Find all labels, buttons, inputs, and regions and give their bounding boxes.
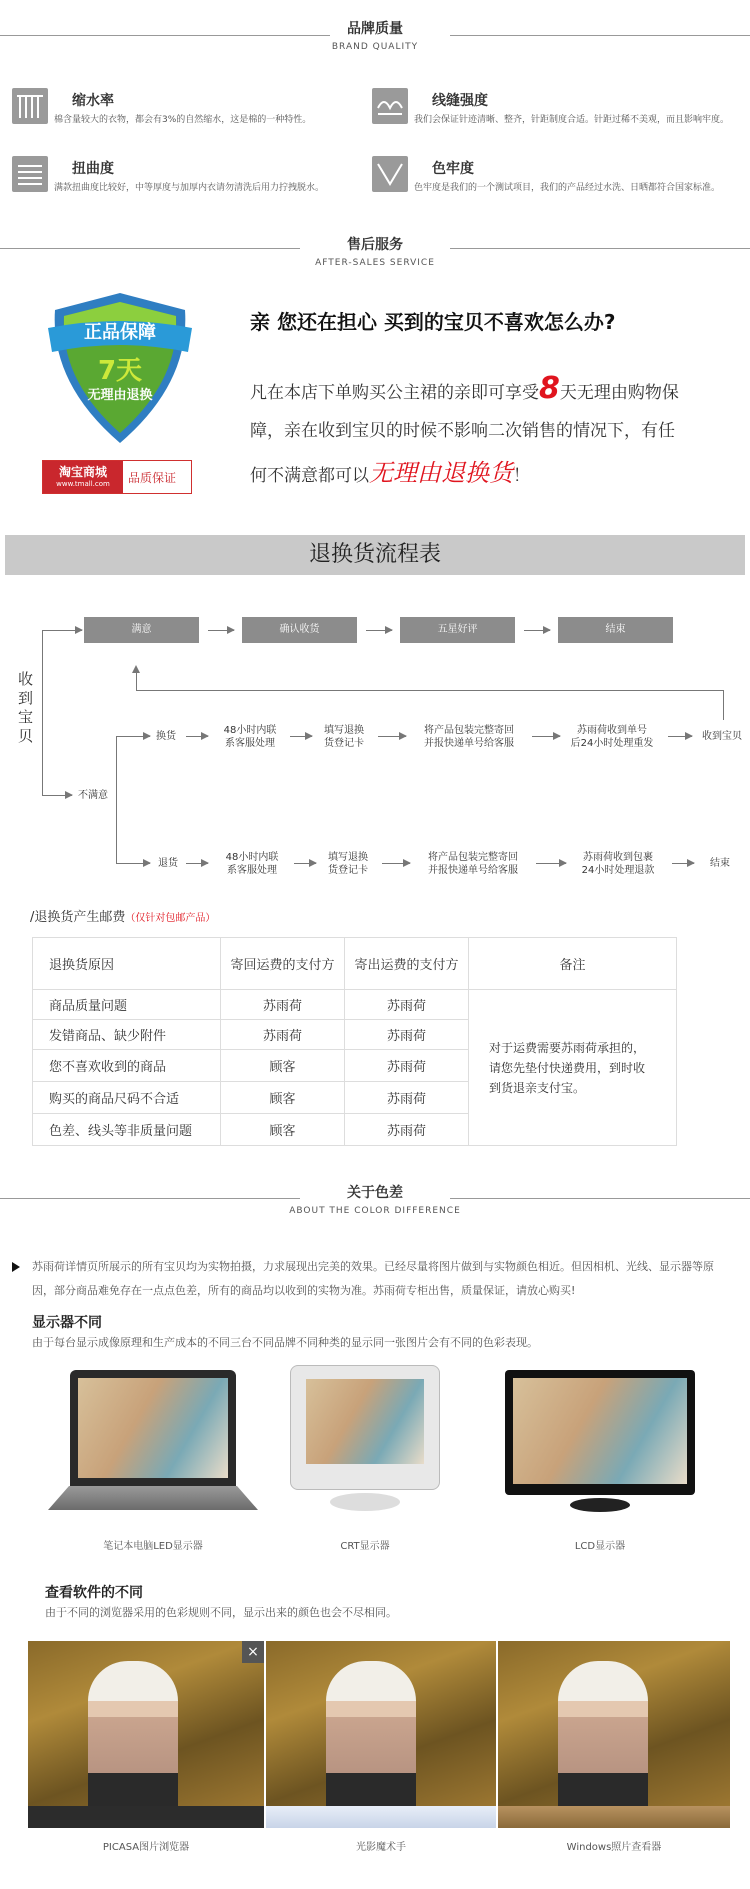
table-cell: 苏雨荷 xyxy=(345,1082,469,1114)
flow-arrow xyxy=(672,863,694,864)
colorfast-icon xyxy=(372,156,408,192)
promo-text: 凡在本店下单购买公主裙的亲即可享受 xyxy=(250,383,539,403)
refund-step-1: 48小时内联 系客服处理 xyxy=(225,852,279,876)
flow-connector xyxy=(136,670,137,690)
flow-arrow xyxy=(668,736,692,737)
table-header: 寄回运费的支付方 xyxy=(221,938,345,990)
quality-guarantee-label: 品质保证 xyxy=(128,471,177,485)
refund-step-3: 将产品包装完整寄回 并报快递单号给客服 xyxy=(428,852,518,876)
flow-arrow xyxy=(116,736,150,737)
brand-quality-header xyxy=(0,10,750,70)
windows-viewer-photo xyxy=(498,1641,730,1828)
quality-title: 线缝强度 xyxy=(432,93,488,109)
monitor-desc: 由于每台显示成像原理和生产成本的不同三台不同品牌不同种类的显示同一张图片会有不同的色彩表现。 xyxy=(32,1336,538,1349)
software-caption: 光影魔术手 xyxy=(356,1842,406,1853)
section-subtitle: AFTER-SALES SERVICE xyxy=(315,258,435,268)
flow-arrow xyxy=(366,630,392,631)
exchange-step-3: 将产品包装完整寄回 并报快递单号给客服 xyxy=(424,725,514,749)
quality-item-twist xyxy=(12,156,352,206)
flow-step-satisfied: 满意 xyxy=(84,617,199,643)
flow-connector xyxy=(136,690,724,691)
bullet-icon xyxy=(12,1262,20,1272)
monitor-caption: CRT显示器 xyxy=(340,1541,390,1552)
promo-text: ！ xyxy=(513,466,530,486)
neoimaging-photo xyxy=(266,1641,496,1828)
table-cell: 色差、线头等非质量问题 xyxy=(33,1114,221,1146)
flow-step-review: 五星好评 xyxy=(400,617,515,643)
monitor-title: 显示器不同 xyxy=(32,1315,102,1331)
flow-arrow xyxy=(524,630,550,631)
quality-title: 扭曲度 xyxy=(72,161,114,177)
flow-step-confirm: 确认收货 xyxy=(242,617,357,643)
table-cell: 发错商品、缺少附件 xyxy=(33,1020,221,1050)
flow-arrow xyxy=(378,736,406,737)
seam-icon xyxy=(372,88,408,124)
color-intro: 苏雨荷详情页所展示的所有宝贝均为实物拍摄，力求展现出完美的效果。已经尽量将图片做到与实物颜色相近。但因相机、光线、显示器等原因，部分商品难免存在一点点色差，所有的商品均以收到的实物为准。苏雨荷专柜出售，质量保证，请放心购买! xyxy=(32,1260,714,1297)
promo-highlight: 无理由退换货 xyxy=(369,459,513,487)
refund-label: 退货 xyxy=(158,858,178,869)
exchange-label: 换货 xyxy=(156,731,176,742)
shield-label-3: 无理由退换 xyxy=(87,388,153,403)
flow-arrow xyxy=(290,736,312,737)
flow-title: 退换货流程表 xyxy=(308,542,441,567)
software-caption: PICASA图片浏览器 xyxy=(102,1842,190,1853)
tmall-badge xyxy=(42,460,192,494)
table-cell: 购买的商品尺码不合适 xyxy=(33,1082,221,1114)
flow-arrow xyxy=(294,863,316,864)
flow-arrow xyxy=(382,863,410,864)
table-header: 备注 xyxy=(469,938,677,990)
exchange-step-2: 填写退换 货登记卡 xyxy=(324,725,364,749)
table-cell: 苏雨荷 xyxy=(345,1050,469,1082)
flow-connector xyxy=(42,630,43,795)
flow-arrow xyxy=(116,863,150,864)
quality-item-seam xyxy=(372,88,742,138)
promo-line-3 xyxy=(250,452,730,497)
quality-desc: 色牢度是我们的一个测试项目，我们的产品经过水洗、日晒都符合国家标准。 xyxy=(414,183,721,193)
software-caption: Windows照片查看器 xyxy=(566,1842,662,1853)
section-subtitle: BRAND QUALITY xyxy=(331,42,419,52)
exchange-step-5: 收到宝贝 xyxy=(702,731,742,742)
shipping-note: （仅针对包邮产品） xyxy=(125,913,216,924)
flow-arrow xyxy=(186,863,208,864)
shipping-title-text: /退换货产生邮费 xyxy=(30,910,126,925)
picasa-photo xyxy=(28,1641,264,1828)
table-cell: 苏雨荷 xyxy=(221,1020,345,1050)
flow-step-end: 结束 xyxy=(558,617,673,643)
refund-step-5: 结束 xyxy=(710,858,730,869)
shipping-title xyxy=(30,906,215,925)
table-cell: 苏雨荷 xyxy=(221,990,345,1020)
monitor-caption: LCD显示器 xyxy=(574,1541,626,1552)
lcd-image xyxy=(505,1370,695,1520)
tmall-logo xyxy=(43,461,123,493)
software-desc: 由于不同的浏览器采用的色彩规则不同，显示出来的颜色也会不尽相同。 xyxy=(45,1606,397,1619)
flow-title-bar xyxy=(5,535,745,575)
flow-connector xyxy=(116,736,117,863)
table-row xyxy=(33,990,677,1020)
close-icon[interactable]: × xyxy=(242,1641,264,1663)
refund-step-2: 填写退换 货登记卡 xyxy=(328,852,368,876)
tmall-url: www.tmall.com xyxy=(56,480,110,488)
promo-days: 8 xyxy=(539,371,560,406)
shield-label-2: 7天 xyxy=(97,356,143,386)
promo-line-1 xyxy=(250,368,730,414)
guarantee-shield xyxy=(40,288,200,448)
quality-title: 缩水率 xyxy=(72,93,114,109)
quality-desc: 我们会保证针迹清晰、整齐，针距制度合适。针距过稀不美观，而且影响牢度。 xyxy=(414,115,730,125)
promo-line-2: 障，亲在收到宝贝的时候不影响二次销售的情况下，有任 xyxy=(250,421,675,441)
shrink-icon xyxy=(12,88,48,124)
flow-arrow xyxy=(42,795,72,796)
promo-text: 天无理由购物保 xyxy=(559,383,679,403)
exchange-step-4: 苏雨荷收到单号 后24小时处理重发 xyxy=(570,725,654,749)
flow-connector xyxy=(723,690,724,720)
color-diff-header xyxy=(0,1180,750,1240)
section-title: 品牌质量 xyxy=(347,21,403,37)
quality-item-colorfast xyxy=(372,156,742,206)
table-cell: 顾客 xyxy=(221,1082,345,1114)
table-header: 退换货原因 xyxy=(33,938,221,990)
unsatisfied-label: 不满意 xyxy=(78,790,108,801)
after-sales-header xyxy=(0,230,750,290)
table-header-row xyxy=(33,938,677,990)
promo-body xyxy=(250,368,730,497)
flow-arrow xyxy=(532,736,560,737)
software-title: 查看软件的不同 xyxy=(45,1585,143,1601)
quality-title: 色牢度 xyxy=(432,161,474,177)
tmall-name: 淘宝商城 xyxy=(58,465,107,479)
table-header: 寄出运费的支付方 xyxy=(345,938,469,990)
table-cell: 苏雨荷 xyxy=(345,1114,469,1146)
crt-image xyxy=(290,1365,440,1520)
table-cell: 顾客 xyxy=(221,1114,345,1146)
table-cell: 商品质量问题 xyxy=(33,990,221,1020)
receive-label: 收到宝贝 xyxy=(18,670,34,745)
remark-cell xyxy=(469,990,677,1146)
quality-desc: 满款扭曲度比较好，中等厚度与加厚内衣请勿清洗后用力拧拽脱水。 xyxy=(54,183,325,193)
section-title: 售后服务 xyxy=(347,237,403,253)
flow-arrow xyxy=(42,630,82,631)
quality-desc: 棉含量较大的衣物，都会有3%的自然缩水，这是棉的一种特性。 xyxy=(54,115,312,125)
shipping-table xyxy=(32,937,677,1146)
promo-headline: 亲 您还在担心 买到的宝贝不喜欢怎么办? xyxy=(250,310,616,334)
table-cell: 苏雨荷 xyxy=(345,990,469,1020)
flow-arrow xyxy=(186,736,208,737)
monitor-caption: 笔记本电脑LED显示器 xyxy=(103,1541,203,1552)
twist-icon xyxy=(12,156,48,192)
shield-label-1: 正品保障 xyxy=(84,322,156,343)
section-subtitle: ABOUT THE COLOR DIFFERENCE xyxy=(289,1206,461,1216)
promo-text: 何不满意都可以 xyxy=(250,466,369,486)
flow-arrow xyxy=(208,630,234,631)
refund-step-4: 苏雨荷收到包裹 24小时处理退款 xyxy=(581,852,655,876)
exchange-step-1: 48小时内联 系客服处理 xyxy=(223,725,277,749)
quality-item-shrink xyxy=(12,88,352,138)
flow-arrow xyxy=(536,863,566,864)
table-cell: 您不喜欢收到的商品 xyxy=(33,1050,221,1082)
laptop-image xyxy=(48,1370,258,1520)
section-title: 关于色差 xyxy=(347,1185,403,1201)
flow-arrow-up xyxy=(132,665,140,673)
remark-text: 对于运费需要苏雨荷承担的，请您先垫付快递费用，到时收到货退亲支付宝。 xyxy=(489,1040,646,1095)
table-cell: 顾客 xyxy=(221,1050,345,1082)
table-cell: 苏雨荷 xyxy=(345,1020,469,1050)
